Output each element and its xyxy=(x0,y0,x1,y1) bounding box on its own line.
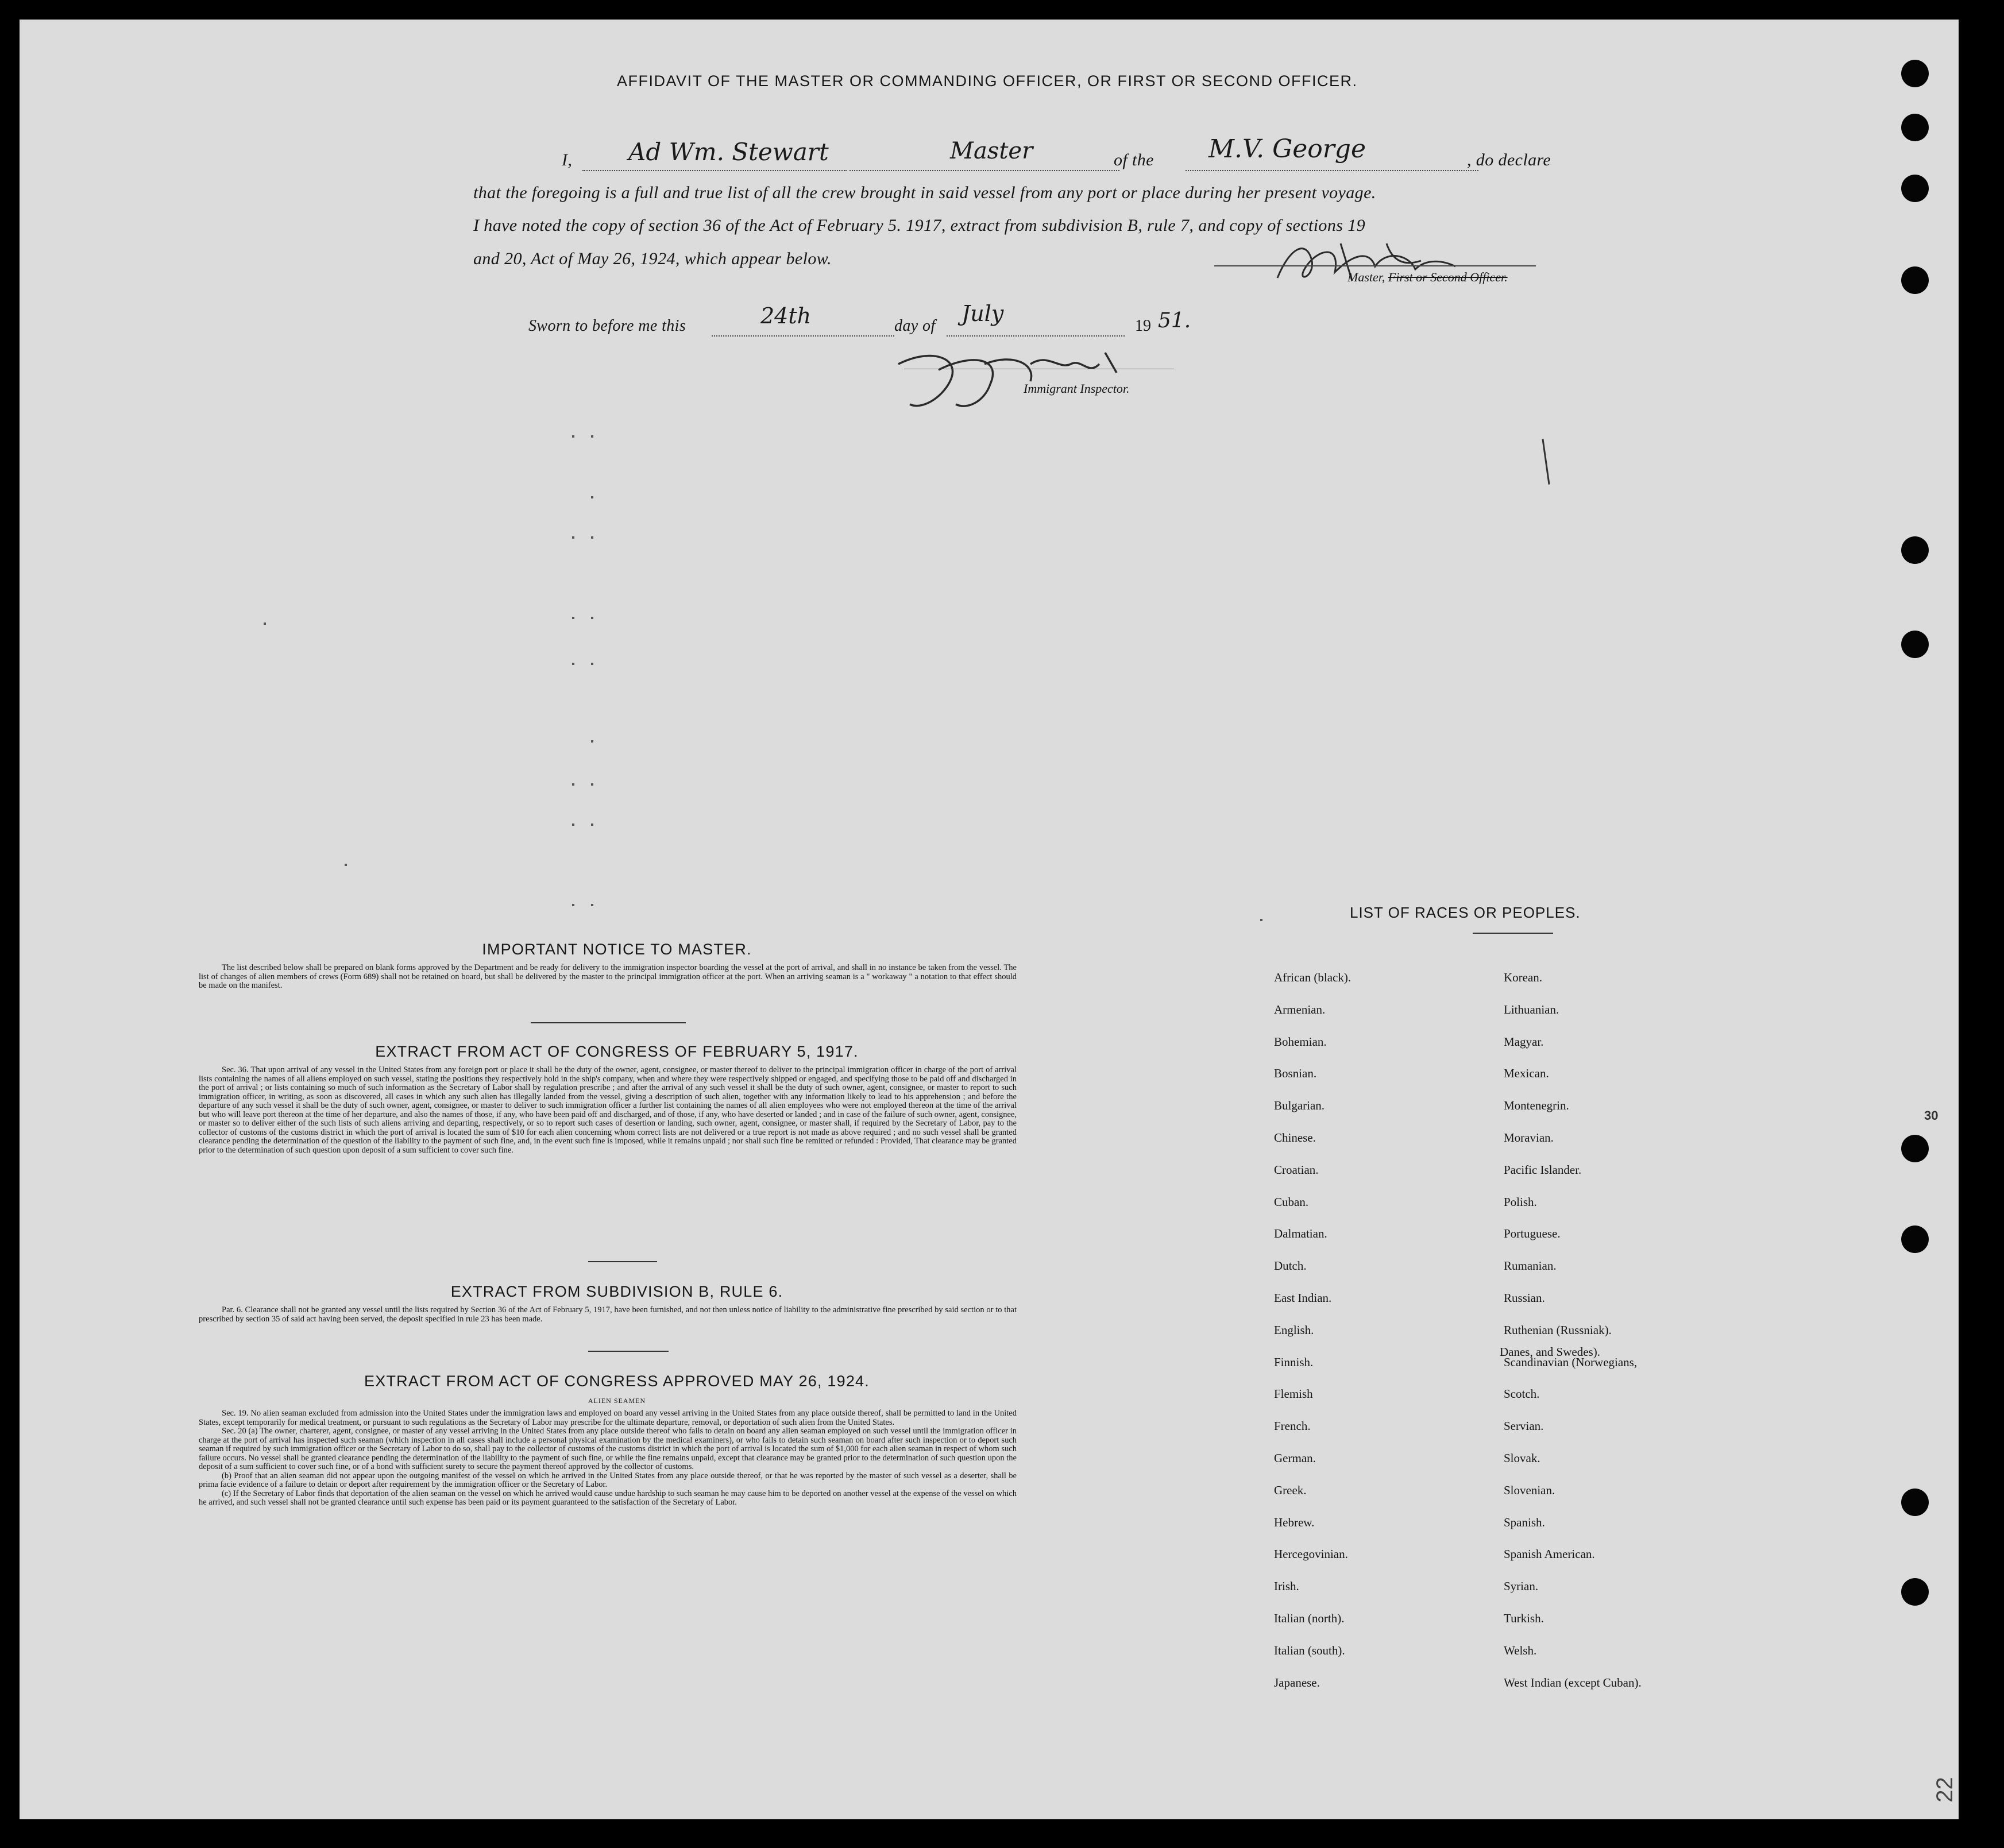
section-20a-text: Sec. 20 (a) The owner, charterer, agent, consignee, or master of any vessel arriving in the United States from any place outside thereof who fails to detain on board any alien seaman employed on such vessel until the immigration officer in charge at the port of arrival has inspected such seaman (which inspection in all cases shall include a personal physical examination by the medical examiners), or who fails to detain such seaman on board after such inspection or to deport such seaman if required by such immigration officer or the Secretary of Labor to do so, shall pay to the collector of customs of the customs district in which the port of arrival is located the sum of $1,000 for each alien seaman in respect of whom such failure occurs. No vessel shall be granted clearance pending the determination of the liability to the payment of such fine, or while the fine remains unpaid, except that clearance may be granted prior to the determination of such question upon the deposit of a sum sufficient to cover such fine, or of a bond with sufficient surety to secure the payment thereof approved by the collector of customs. xyxy=(199,1426,1017,1471)
column-tick xyxy=(591,435,593,438)
day-handwriting: 24th xyxy=(760,303,812,328)
punch-hole xyxy=(1901,536,1929,564)
race-entry: Slovenian. xyxy=(1504,1483,1555,1497)
race-entry: Chinese. xyxy=(1274,1131,1316,1145)
extract-1917-title: EXTRACT FROM ACT OF CONGRESS OF FEBRUARY 5, 1917. xyxy=(375,1043,859,1060)
column-tick xyxy=(572,783,574,786)
section-20b-text: (b) Proof that an alien seaman did not appear upon the outgoing manifest of the vessel on which he arrived in the United States from any place outside thereof, or that he was reported by the master of such vessel as a deserter, shall be prima facie evidence of a failure to detain or deport after requirement by the immigration officer or the Secretary of Labor. xyxy=(199,1471,1017,1489)
alien-seamen-subtitle: ALIEN SEAMEN xyxy=(588,1397,646,1405)
punch-hole xyxy=(1901,1578,1929,1606)
races-title: LIST OF RACES OR PEOPLES. xyxy=(1350,904,1581,921)
race-entry: Moravian. xyxy=(1504,1131,1554,1145)
column-tick xyxy=(591,824,593,826)
race-entry: Montenegrin. xyxy=(1504,1099,1569,1113)
race-entry: Irish. xyxy=(1274,1579,1299,1594)
column-tick xyxy=(572,904,574,906)
inspector-signature xyxy=(887,330,1163,422)
of-the-label: of the xyxy=(1114,150,1154,169)
race-entry: Welsh. xyxy=(1504,1643,1537,1657)
extract-1924-title: EXTRACT FROM ACT OF CONGRESS APPROVED MAY 26, 1924. xyxy=(364,1373,870,1390)
race-entry: Hercegovinian. xyxy=(1274,1547,1348,1561)
section-19-text: Sec. 19. No alien seaman excluded from admission into the United States under the immigration laws and employed on board any vessel arriving in the United States from any place outside thereof, shall be permitted to land in the United States, except temporarily for medical treatment, or pursuant to such regulations as the Secretary of Labor may prescribe for the ultimate departure, removal, or deportation of such alien from the United States. xyxy=(199,1409,1017,1427)
punch-hole xyxy=(1901,631,1929,658)
year-handwriting: 51. xyxy=(1158,309,1191,333)
race-entry: Turkish. xyxy=(1504,1611,1544,1625)
punch-hole xyxy=(1901,1135,1929,1162)
race-entry: Italian (south). xyxy=(1274,1643,1345,1657)
race-entry: Ruthenian (Russniak). xyxy=(1504,1323,1612,1337)
race-entry: Servian. xyxy=(1504,1419,1544,1433)
page-number: 30 xyxy=(1924,1108,1939,1123)
column-tick xyxy=(572,536,574,539)
column-tick xyxy=(591,617,593,619)
day-of-label: day of xyxy=(894,317,936,335)
column-tick xyxy=(591,536,593,539)
document-page xyxy=(20,20,1959,1819)
year-printed: 19 xyxy=(1135,317,1151,335)
race-entry: Russian. xyxy=(1504,1291,1545,1305)
notice-body: The list described below shall be prepared on blank forms approved by the Department and be ready for delivery to the immigration inspector boarding the vessel at the port of arrival, and shall in no instance be taken from the vessel. The list of changes of alien members of crews (Form 689) shall not be retained on board, but shall be delivered by the master to the principal immigration officer at the port. When an arriving seaman is a " workaway " a notation to that effect should be made on the manifest. xyxy=(199,963,1017,990)
race-entry: Dalmatian. xyxy=(1274,1227,1327,1241)
race-entry: Armenian. xyxy=(1274,1002,1326,1016)
race-entry: Bulgarian. xyxy=(1274,1099,1325,1113)
pencil-mark xyxy=(1542,439,1550,485)
master-name-handwriting: Ad Wm. Stewart xyxy=(628,138,829,166)
race-entry: English. xyxy=(1274,1323,1314,1337)
notice-title: IMPORTANT NOTICE TO MASTER. xyxy=(482,941,752,958)
punch-hole xyxy=(1901,114,1929,141)
race-entry: Rumanian. xyxy=(1504,1259,1557,1273)
punch-hole xyxy=(1901,266,1929,294)
race-entry: Flemish xyxy=(1274,1387,1313,1401)
section-20c-text: (c) If the Secretary of Labor finds that deportation of the alien seaman on the vessel on which he arrived would cause undue hardship to such seaman he may cause him to be deported on another vessel at the expense of the vessel on which he arrived, and such vessel shall not be granted clearance until such expense has been paid or its payment guaranteed to the satisfaction of the Secretary of Labor. xyxy=(199,1489,1017,1507)
column-tick xyxy=(572,435,574,438)
section-divider xyxy=(531,1022,686,1023)
section-divider xyxy=(588,1261,657,1262)
do-declare-label: , do declare xyxy=(1467,150,1551,169)
rank-field-line xyxy=(850,170,1119,171)
race-entry: West Indian (except Cuban). xyxy=(1504,1675,1642,1690)
punch-hole xyxy=(1901,60,1929,87)
rank-handwriting: Master xyxy=(950,138,1033,164)
race-entry: Lithuanian. xyxy=(1504,1002,1559,1016)
race-entry: Korean. xyxy=(1504,971,1543,984)
name-field-line xyxy=(582,170,847,171)
race-entry: French. xyxy=(1274,1419,1311,1433)
punch-hole xyxy=(1901,175,1929,202)
race-entry: German. xyxy=(1274,1451,1316,1465)
race-entry: African (black). xyxy=(1274,971,1352,984)
race-entry: Cuban. xyxy=(1274,1194,1309,1209)
column-tick xyxy=(572,663,574,665)
race-entry: Finnish. xyxy=(1274,1355,1314,1369)
race-entry: Magyar. xyxy=(1504,1034,1544,1049)
column-tick xyxy=(1260,919,1262,921)
race-entry: East Indian. xyxy=(1274,1291,1332,1305)
master-caption-text: Master, xyxy=(1347,270,1385,284)
race-entry: Italian (north). xyxy=(1274,1611,1345,1625)
struck-officer-caption: First or Second Officer. xyxy=(1388,270,1508,284)
affidavit-line-3: I have noted the copy of section 36 of the Act of February 5. 1917, extract from subdivision B, rule 7, and copy of sections 19 xyxy=(473,216,1366,235)
race-entry: Bohemian. xyxy=(1274,1034,1327,1049)
column-tick xyxy=(572,617,574,619)
race-entry: Scotch. xyxy=(1504,1387,1540,1401)
race-entry: Syrian. xyxy=(1504,1579,1539,1594)
race-entry: Hebrew. xyxy=(1274,1515,1315,1529)
race-entry: Dutch. xyxy=(1274,1259,1307,1273)
extract-1924-body xyxy=(199,1409,1017,1507)
race-entry: Polish. xyxy=(1504,1194,1537,1209)
affidavit-line-2: that the foregoing is a full and true list of all the crew brought in said vessel from any port or place during her present voyage. xyxy=(473,183,1376,202)
race-entry: Greek. xyxy=(1274,1483,1307,1497)
master-caption xyxy=(1347,270,1508,285)
race-entry: Japanese. xyxy=(1274,1675,1320,1690)
column-tick xyxy=(591,904,593,906)
races-title-underline xyxy=(1473,933,1553,934)
sworn-label: Sworn to before me this xyxy=(528,317,686,335)
race-entry: Spanish American. xyxy=(1504,1547,1595,1561)
vessel-field-line xyxy=(1186,170,1478,171)
subdivision-body: Par. 6. Clearance shall not be granted any vessel until the lists required by Section 36 of the Act of February 5, 1917, have been furnished, and not then unless notice of liability to the administrative fine prescribed by said section or to that prescribed by section 35 of said act having been served, the deposit specified in rule 23 has been made. xyxy=(199,1305,1017,1324)
race-entry: Bosnian. xyxy=(1274,1066,1317,1081)
subdivision-title: EXTRACT FROM SUBDIVISION B, RULE 6. xyxy=(450,1283,783,1300)
column-tick xyxy=(591,663,593,665)
month-handwriting: July xyxy=(962,301,1004,326)
affidavit-title: AFFIDAVIT OF THE MASTER OR COMMANDING OFFICER, OR FIRST OR SECOND OFFICER. xyxy=(617,72,1358,90)
corner-mark: 22 xyxy=(1932,1777,1957,1803)
affidavit-line-4: and 20, Act of May 26, 1924, which appear below. xyxy=(473,249,832,268)
column-tick xyxy=(591,496,593,498)
inspector-caption: Immigrant Inspector. xyxy=(1024,381,1130,396)
vessel-name-handwriting: M.V. George xyxy=(1208,134,1366,164)
race-entry-continuation: Danes, and Swedes). xyxy=(1500,1345,1600,1359)
master-signature xyxy=(1272,226,1490,295)
race-entry: Pacific Islander. xyxy=(1504,1162,1582,1177)
affidavit-i-label: I, xyxy=(562,150,573,169)
section-divider xyxy=(588,1351,669,1352)
column-tick xyxy=(264,623,266,625)
column-tick xyxy=(591,783,593,786)
column-tick xyxy=(591,740,593,743)
race-entry: Scandinavian (Norwegians, xyxy=(1504,1355,1638,1369)
race-entry: Portuguese. xyxy=(1504,1227,1561,1241)
race-entry: Mexican. xyxy=(1504,1066,1549,1081)
race-entry: Croatian. xyxy=(1274,1162,1319,1177)
punch-hole xyxy=(1901,1225,1929,1253)
extract-1917-body: Sec. 36. That upon arrival of any vessel in the United States from any foreign port or place it shall be the duty of the owner, agent, consignee, or master thereof to deliver to the principal immigration officer in charge of the port of arrival lists containing the names of all aliens employed on such vessel, stating the positions they respectively hold in the ship's company, when and where they were respectively shipped or engaged, and specifying those to be paid off and discharged in the port of arrival ; or lists containing so much of such information as the Secretary of Labor shall by regulation prescribe ; and after the arrival of any such vessel it shall be the duty of such owner, agent, consignee, or master to report to such immigration officer, in writing, as soon as discovered, all cases in which any such alien has illegally landed from the vessel, giving a description of such alien, together with any information likely to lead to his apprehension ; and before the departure of any such vessel it shall be the duty of such owner, agent, consignee, or master to deliver to such immigration officer a further list containing the names of all alien employees who were not employed thereon at the time of the arrival but who will leave port thereon at the time of her departure, and also the names of those, if any, who have been paid off and discharged, and of those, if any, who have deserted or landed ; and in case of the failure of such owner, agent, consignee, or master so to deliver either of the such lists of such aliens arriving and departing, respectively, or so to report such cases of desertion or landing, such owner, agent, consignee, or master shall, if required by the Secretary of Labor, pay to the collector of customs of the customs district in which the port of arrival is located the sum of $10 for each alien concerning whom correct lists are not delivered or a true report is not made as above required ; and no such vessel shall be granted clearance pending the determination of the question of the liability to the payment of such fine, and, in the event such fine is imposed, while it remains unpaid ; nor shall such fine be remitted or refunded : Provided, That clearance may be granted prior to the determination of such question upon deposit of a sum sufficient to cover such fine. xyxy=(199,1065,1017,1155)
race-entry: Spanish. xyxy=(1504,1515,1545,1529)
column-tick xyxy=(345,864,347,866)
master-signature-line xyxy=(1214,265,1536,266)
column-tick xyxy=(572,824,574,826)
race-entry: Slovak. xyxy=(1504,1451,1540,1465)
punch-hole xyxy=(1901,1489,1929,1516)
day-field-line xyxy=(712,335,894,337)
